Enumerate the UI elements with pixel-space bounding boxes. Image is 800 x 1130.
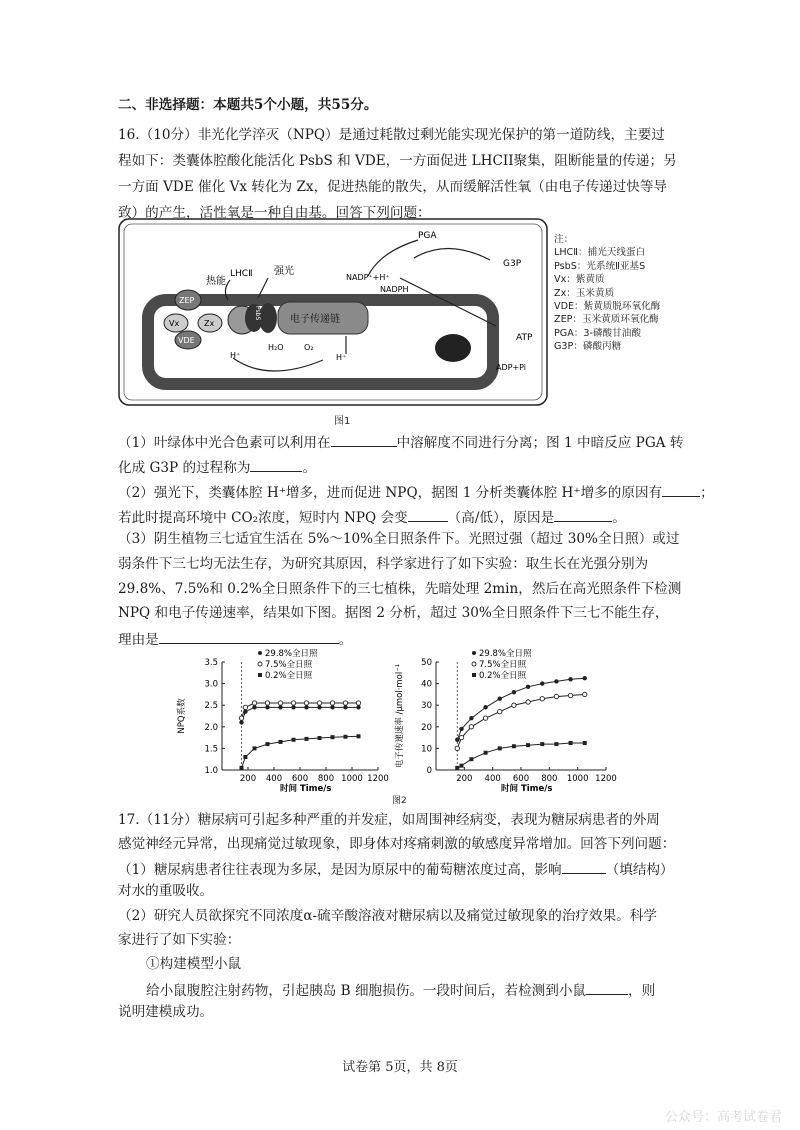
- y-tick-label: 40: [421, 679, 432, 690]
- q17-p1-line-1: [118, 861, 674, 878]
- q16-p1-text-b: 中溶解度不同进行分离；图 1 中暗反应 PGA 转: [396, 435, 684, 451]
- data-point: [252, 701, 256, 705]
- data-point: [459, 735, 463, 739]
- label-adp: ADP+Pi: [496, 363, 527, 372]
- data-point: [583, 692, 587, 696]
- data-point: [331, 735, 335, 739]
- data-point: [330, 705, 334, 709]
- data-point: [569, 741, 573, 745]
- answer-blank-1[interactable]: [331, 434, 397, 447]
- series-line-0: [457, 678, 585, 740]
- legend-marker: [472, 662, 476, 666]
- q16-p2-text-a: （2）强光下，类囊体腔 H⁺增多，进而促进 NPQ，据图 1 分析类囊体腔 H⁺增多的原因有: [118, 485, 663, 501]
- data-point: [292, 738, 296, 742]
- data-point: [455, 738, 459, 742]
- y-tick-label: 1.0: [204, 766, 218, 776]
- legend-marker: [258, 673, 262, 677]
- q17-step1-text-b: ，则: [628, 983, 656, 999]
- q16-p1-line-1: [118, 434, 683, 451]
- data-point: [278, 705, 282, 709]
- label-heat: 热能: [206, 276, 226, 287]
- data-point: [483, 705, 487, 709]
- q16-p2-text-d: （高/低），原因是: [447, 510, 555, 526]
- label-h-mid: H⁺: [336, 353, 347, 362]
- series-line-2: [242, 736, 359, 768]
- q16-p2-line-1: [118, 484, 714, 501]
- pga-to-g3p-arrow: [414, 248, 490, 260]
- label-vx: Vx: [169, 319, 180, 328]
- q17-line-2: 感觉神经元异常，出现痛觉过敏现象，即身体对疼痛刺激的敏感度异常增加。回答下列问题：: [118, 836, 676, 852]
- q16-p1-text-a: （1）叶绿体中光合色素可以利用在: [118, 435, 331, 451]
- data-point: [498, 697, 502, 701]
- data-point: [540, 742, 544, 746]
- data-point: [469, 716, 473, 720]
- q16-line-4: 致）的产生，活性氧是一种自由基。回答下列问题：: [118, 205, 431, 221]
- figure1-caption: 图1: [334, 416, 351, 427]
- data-point: [512, 690, 516, 694]
- label-nadp: NADP⁺+H⁺: [346, 273, 390, 282]
- data-point: [540, 681, 544, 685]
- q16-p2-text-b: ；: [700, 485, 714, 501]
- chart-npq: [172, 644, 390, 796]
- q16-line-2: 程如下：类囊体腔酸化能活化 PsbS 和 VDE，一方面促进 LHCII聚集，阻断能量的传递；另: [118, 153, 677, 169]
- q17-p1-text-a: （1）糖尿病患者往往表现为多尿，是因为原尿中的葡萄糖浓度过高，影响: [118, 862, 562, 878]
- data-point: [554, 742, 558, 746]
- label-h2o: H₂O: [268, 343, 284, 352]
- q17-p2-line-1: （2）研究人员欲探究不同浓度α-硫辛酸溶液对糖尿病以及痛觉过敏现象的治疗效果。科学: [118, 908, 657, 924]
- label-vde: VDE: [178, 336, 195, 345]
- label-h-left: H⁺: [230, 351, 241, 360]
- data-point: [583, 741, 587, 745]
- data-point: [568, 693, 572, 697]
- q16-p1-text-c: 化成 G3P 的过程称为: [118, 460, 251, 476]
- y-axis-label: NPQ系数: [177, 698, 187, 734]
- data-point: [455, 746, 459, 750]
- note-vx: Vx：紫黄质: [554, 274, 605, 286]
- data-point: [526, 700, 530, 704]
- data-point: [469, 757, 473, 761]
- x-tick-label: 400: [484, 774, 501, 784]
- label-zx: Zx: [204, 319, 215, 328]
- x-tick-label: 400: [265, 774, 283, 784]
- x-tick-label: 1200: [595, 774, 617, 784]
- q17-p2-line-2: 家进行了如下实验：: [118, 932, 241, 948]
- data-point: [512, 744, 516, 748]
- data-point: [526, 743, 530, 747]
- legend-label: 7.5%全日照: [265, 660, 313, 670]
- series-line-1: [457, 694, 585, 748]
- figure1-notes: [554, 233, 660, 354]
- data-point: [526, 685, 530, 689]
- data-point: [356, 705, 360, 709]
- data-point: [279, 740, 283, 744]
- label-light: 强光: [274, 266, 294, 277]
- watermark: 公众号：高考试卷君: [664, 1110, 782, 1125]
- label-zep: ZEP: [179, 296, 195, 305]
- data-point: [252, 705, 256, 709]
- q16-p3-line-3: 29.8%、7.5%和 0.2%全日照条件下的三七植株，先暗处理 2min，然后在高光照条件下检测: [118, 581, 682, 597]
- data-point: [304, 701, 308, 705]
- data-point: [265, 705, 269, 709]
- section-title: 二、非选择题：本题共5个小题，共55分。: [118, 97, 378, 113]
- chart-electron-transport: [390, 644, 620, 796]
- q16-line-3: 一方面 VDE 催化 Vx 转化为 Zx，促进热能的散失，从而缓解活性氧（由电子传递过快等导: [118, 179, 668, 195]
- label-o2: O₂: [304, 343, 314, 352]
- q16-p1-text-d: 。: [302, 460, 317, 476]
- figure1-diagram: [118, 218, 548, 406]
- answer-blank-7[interactable]: [562, 861, 606, 874]
- data-point: [343, 705, 347, 709]
- x-tick-label: 200: [239, 774, 257, 784]
- data-point: [291, 705, 295, 709]
- note-lhc: LHCⅡ：捕光天线蛋白: [554, 247, 646, 259]
- q16-p2-line-2: [118, 509, 626, 526]
- data-point: [512, 703, 516, 707]
- y-tick-label: 0: [426, 766, 432, 776]
- data-point: [568, 677, 572, 681]
- q16-p3-text-b: 。: [338, 632, 353, 648]
- q16-line-1: 16.（10分）非光化学淬灭（NPQ）是通过耗散过剩光能实现光保护的第一道防线，主要过: [118, 127, 665, 143]
- x-axis-label: 时间 Time/s: [501, 784, 553, 794]
- legend-label: 7.5%全日照: [479, 660, 527, 670]
- x-tick-label: 1200: [367, 774, 389, 784]
- y-tick-label: 2.0: [204, 722, 218, 733]
- x-tick-label: 600: [291, 774, 309, 784]
- data-point: [356, 701, 360, 705]
- legend-label: 29.8%全日照: [479, 649, 532, 659]
- q17-step1-text-a: 给小鼠腹腔注射药物，引起胰岛 B 细胞损伤。一段时间后，若检测到小鼠: [146, 983, 587, 999]
- data-point: [455, 766, 459, 770]
- note-title: 注：: [554, 234, 574, 245]
- data-point: [554, 679, 558, 683]
- data-point: [540, 697, 544, 701]
- answer-blank-2[interactable]: [250, 459, 302, 472]
- data-point: [253, 746, 257, 750]
- legend-label: 0.2%全日照: [265, 671, 313, 681]
- q17-p1-text-b: （填结构）: [605, 862, 674, 878]
- label-psbs: PsbS: [254, 306, 261, 321]
- data-point: [483, 716, 487, 720]
- q17-line-1: 17.（11分）糖尿病可引起多种严重的并发症，如周围神经病变，表现为糖尿病患者的外周: [118, 812, 660, 828]
- x-tick-label: 200: [456, 774, 473, 784]
- data-point: [304, 705, 308, 709]
- note-zx: Zx：玉米黄质: [554, 287, 615, 299]
- series-line-0: [242, 707, 359, 722]
- legend-label: 29.8%全日照: [265, 649, 318, 659]
- data-point: [343, 701, 347, 705]
- figure2-caption: 图2: [392, 796, 407, 806]
- data-point: [317, 701, 321, 705]
- data-point: [239, 720, 243, 724]
- note-pga: PGA：3-磷酸甘油酸: [554, 327, 641, 339]
- legend-marker: [258, 662, 262, 666]
- data-point: [498, 746, 502, 750]
- data-point: [330, 701, 334, 705]
- data-point: [357, 734, 361, 738]
- note-vde: VDE：紫黄质脱环氧化酶: [554, 301, 661, 313]
- q16-p3-line-2: 弱条件下三七均无法生存，为研究其原因，科学家进行了如下实验：取生长在光强分别为: [118, 556, 649, 572]
- y-tick-label: 3.5: [204, 658, 218, 668]
- q16-p3-line-1: （3）阴生植物三七适宜生活在 5%～10%全日照条件下。光照过强（超过 30%全日照）或过: [118, 531, 680, 547]
- label-nadph: NADPH: [380, 285, 409, 294]
- data-point: [317, 705, 321, 709]
- y-tick-label: 3.0: [204, 679, 218, 690]
- data-point: [239, 716, 243, 720]
- legend-marker: [258, 651, 262, 655]
- data-point: [291, 701, 295, 705]
- y-tick-label: 2.5: [204, 701, 218, 712]
- label-electron-chain: 电子传递链: [290, 314, 340, 325]
- series-line-2: [457, 743, 585, 768]
- q16-p2-text-e: 。: [612, 510, 626, 526]
- data-point: [318, 736, 322, 740]
- note-psbs: PsbS：光系统Ⅱ亚基S: [554, 260, 646, 272]
- legend-marker: [472, 673, 476, 677]
- x-tick-label: 800: [317, 774, 335, 784]
- data-point: [278, 701, 282, 705]
- data-point: [243, 705, 247, 709]
- x-tick-label: 800: [541, 774, 558, 784]
- answer-blank-4[interactable]: [408, 509, 448, 522]
- q17-step1-line-1: [146, 982, 655, 999]
- data-point: [498, 709, 502, 713]
- y-tick-label: 10: [421, 744, 432, 755]
- legend-label: 0.2%全日照: [479, 671, 527, 681]
- answer-blank-6[interactable]: [159, 631, 339, 644]
- data-point: [460, 764, 464, 768]
- q17-step1-line-2: 说明建模成功。: [118, 1004, 214, 1020]
- answer-blank-8[interactable]: [586, 982, 628, 995]
- x-axis-label: 时间 Time/s: [280, 784, 332, 794]
- data-point: [305, 737, 309, 741]
- answer-blank-3[interactable]: [662, 484, 700, 497]
- q16-p3-line-4: NPQ 和电子传递速率，结果如下图。据图 2 分析，超过 30%全日照条件下三七不能生存，: [118, 605, 669, 621]
- series-line-1: [242, 703, 359, 718]
- legend-marker: [472, 651, 476, 655]
- label-atp: ATP: [516, 333, 533, 343]
- y-tick-label: 30: [421, 701, 432, 712]
- data-point: [484, 751, 488, 755]
- data-point: [240, 766, 244, 770]
- data-point: [266, 742, 270, 746]
- data-point: [344, 735, 348, 739]
- answer-blank-5[interactable]: [554, 509, 612, 522]
- data-point: [554, 694, 558, 698]
- note-zep: ZEP：玉米黄质环氧化酶: [554, 314, 659, 326]
- data-point: [243, 755, 247, 759]
- note-g3p: G3P：磷酸丙糖: [554, 341, 622, 353]
- x-tick-label: 1000: [566, 774, 589, 784]
- q16-p3-text-a: 理由是: [118, 632, 159, 648]
- q17-p1-line-2: 对水的重吸收。: [118, 883, 214, 899]
- x-tick-label: 600: [512, 774, 530, 784]
- label-pga: PGA: [418, 231, 437, 241]
- data-point: [459, 727, 463, 731]
- data-point: [469, 725, 473, 729]
- q16-p2-text-c: 若此时提高环境中 CO₂浓度，短时内 NPQ 会变: [118, 510, 408, 526]
- y-tick-label: 1.5: [204, 744, 218, 755]
- label-g3p: G3P: [503, 259, 522, 269]
- atp-synthase: [435, 334, 471, 362]
- y-axis-label: 电子传递速率 /μmol·mol⁻¹: [395, 663, 405, 769]
- q16-p1-line-2: [118, 459, 316, 476]
- q17-step1-title: ①构建模型小鼠: [146, 956, 242, 972]
- x-tick-label: 1000: [341, 774, 363, 784]
- page-footer: 试卷第 5页，共 8页: [342, 1060, 458, 1075]
- label-lhc: LHCⅡ: [230, 269, 253, 279]
- proton-arrow: [233, 358, 323, 371]
- y-tick-label: 50: [421, 658, 432, 668]
- y-tick-label: 20: [421, 722, 432, 733]
- nadph-to-pga-arrow: [368, 240, 418, 276]
- data-point: [265, 701, 269, 705]
- data-point: [583, 676, 587, 680]
